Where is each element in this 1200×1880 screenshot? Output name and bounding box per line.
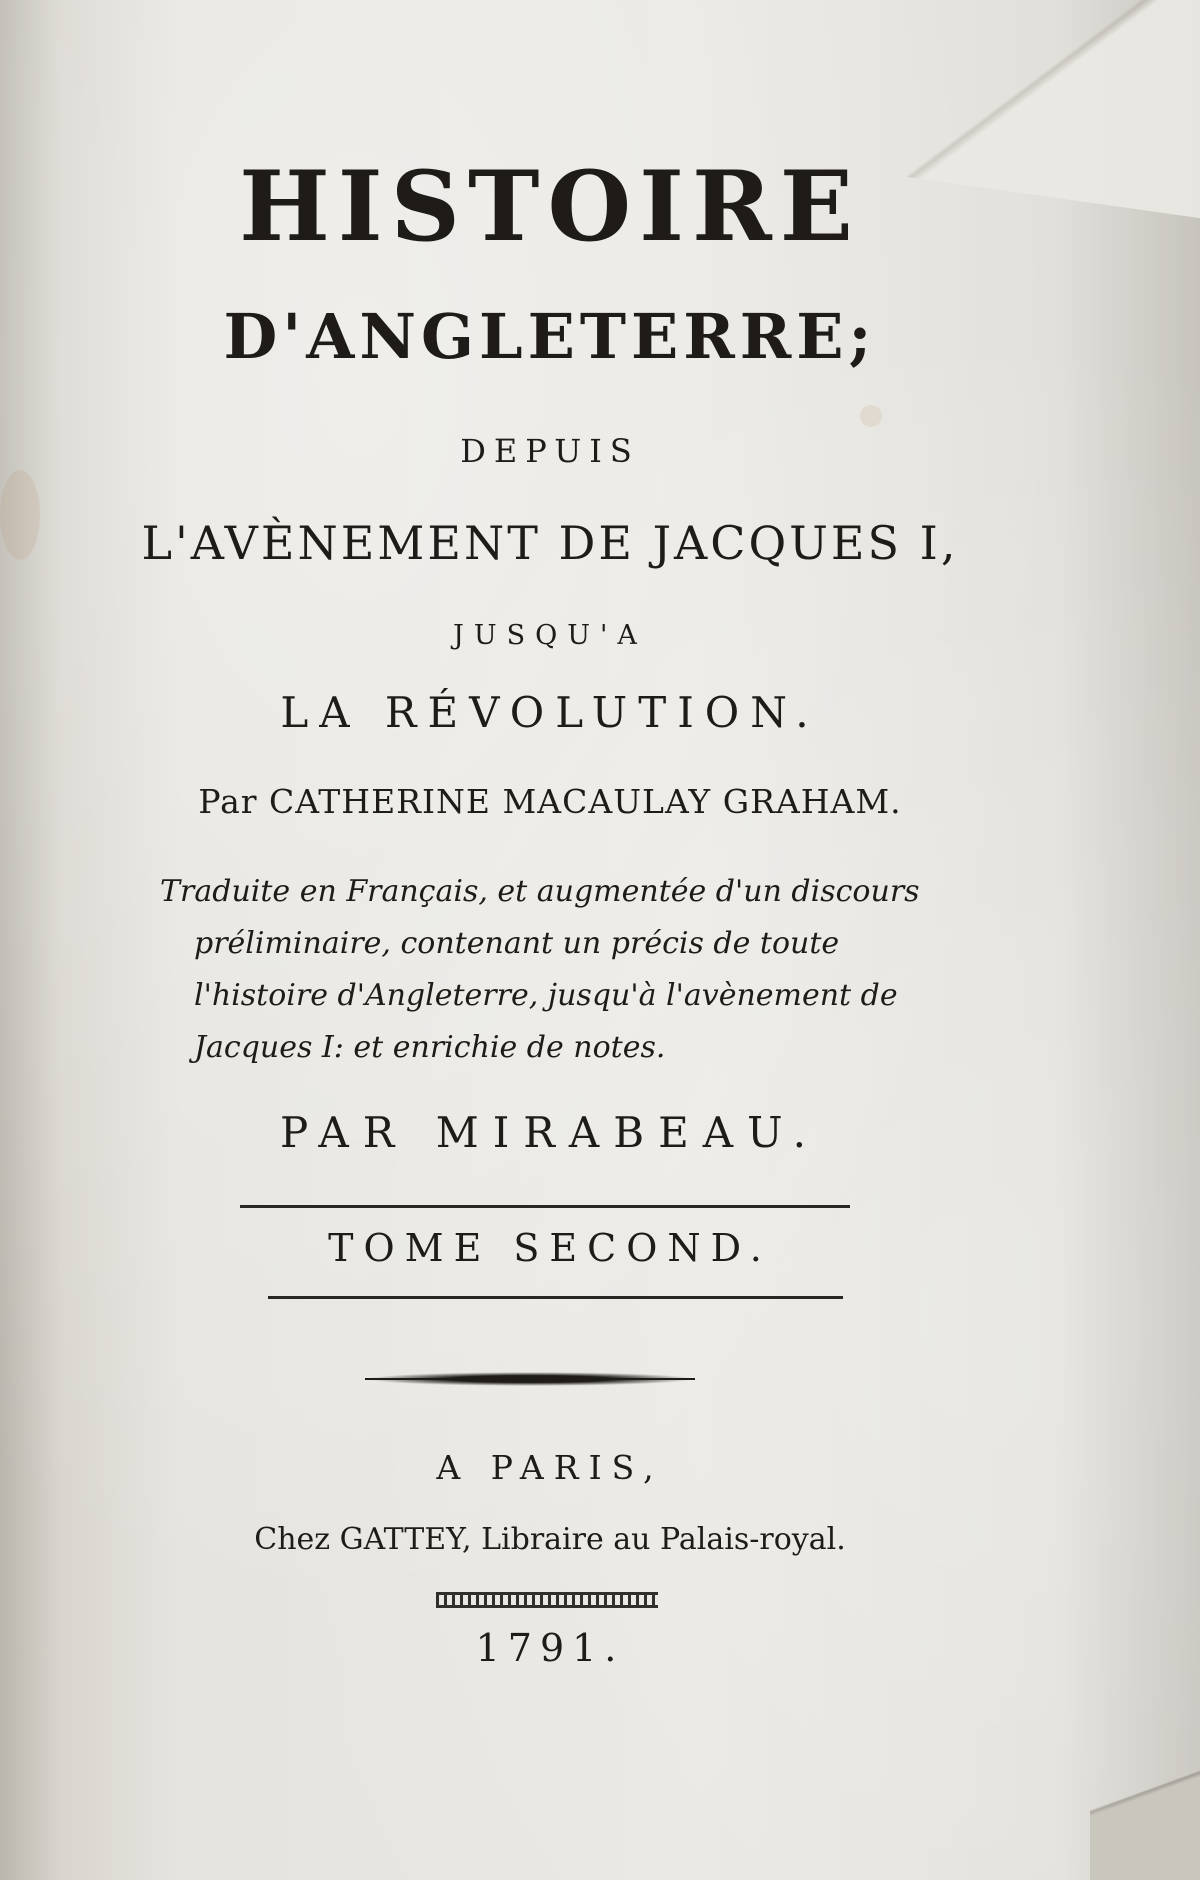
depuis-line: DEPUIS — [460, 432, 640, 470]
volume-line: TOME SECOND. — [328, 1226, 772, 1270]
translation-note-line: préliminaire, contenant un précis de toute — [194, 926, 840, 961]
page-shadow — [1060, 0, 1200, 1880]
translation-note-line: l'histoire d'Angleterre, jusqu'à l'avènement de — [194, 978, 898, 1013]
year-line: 1791. — [475, 1626, 625, 1670]
ornament-bar — [436, 1592, 658, 1608]
translation-note-line: Jacques I: et enrichie de notes. — [194, 1030, 666, 1065]
translation-note — [160, 866, 940, 1074]
avenement-line: L'AVÈNEMENT DE JACQUES I, — [141, 516, 959, 570]
book-subtitle: D'ANGLETERRE; — [223, 300, 877, 373]
foxing-spot — [860, 405, 882, 427]
translation-note-line: Traduite en Français, et augmentée d'un discours — [160, 874, 920, 909]
place-line: A PARIS, — [436, 1448, 664, 1487]
ornament-rule-line — [365, 1378, 695, 1380]
jusqua-line: JUSQU'A — [453, 620, 647, 651]
rule-bottom — [268, 1296, 843, 1299]
translator-line: PAR MIRABEAU. — [279, 1108, 820, 1157]
revolution-line: LA RÉVOLUTION. — [280, 688, 820, 737]
book-title: HISTOIRE — [239, 150, 861, 263]
rule-top — [240, 1205, 850, 1208]
author-line: Par CATHERINE MACAULAY GRAHAM. — [198, 782, 902, 821]
folded-corner-bottom — [1090, 1700, 1200, 1880]
publisher-line: Chez GATTEY, Libraire au Palais-royal. — [254, 1522, 846, 1557]
